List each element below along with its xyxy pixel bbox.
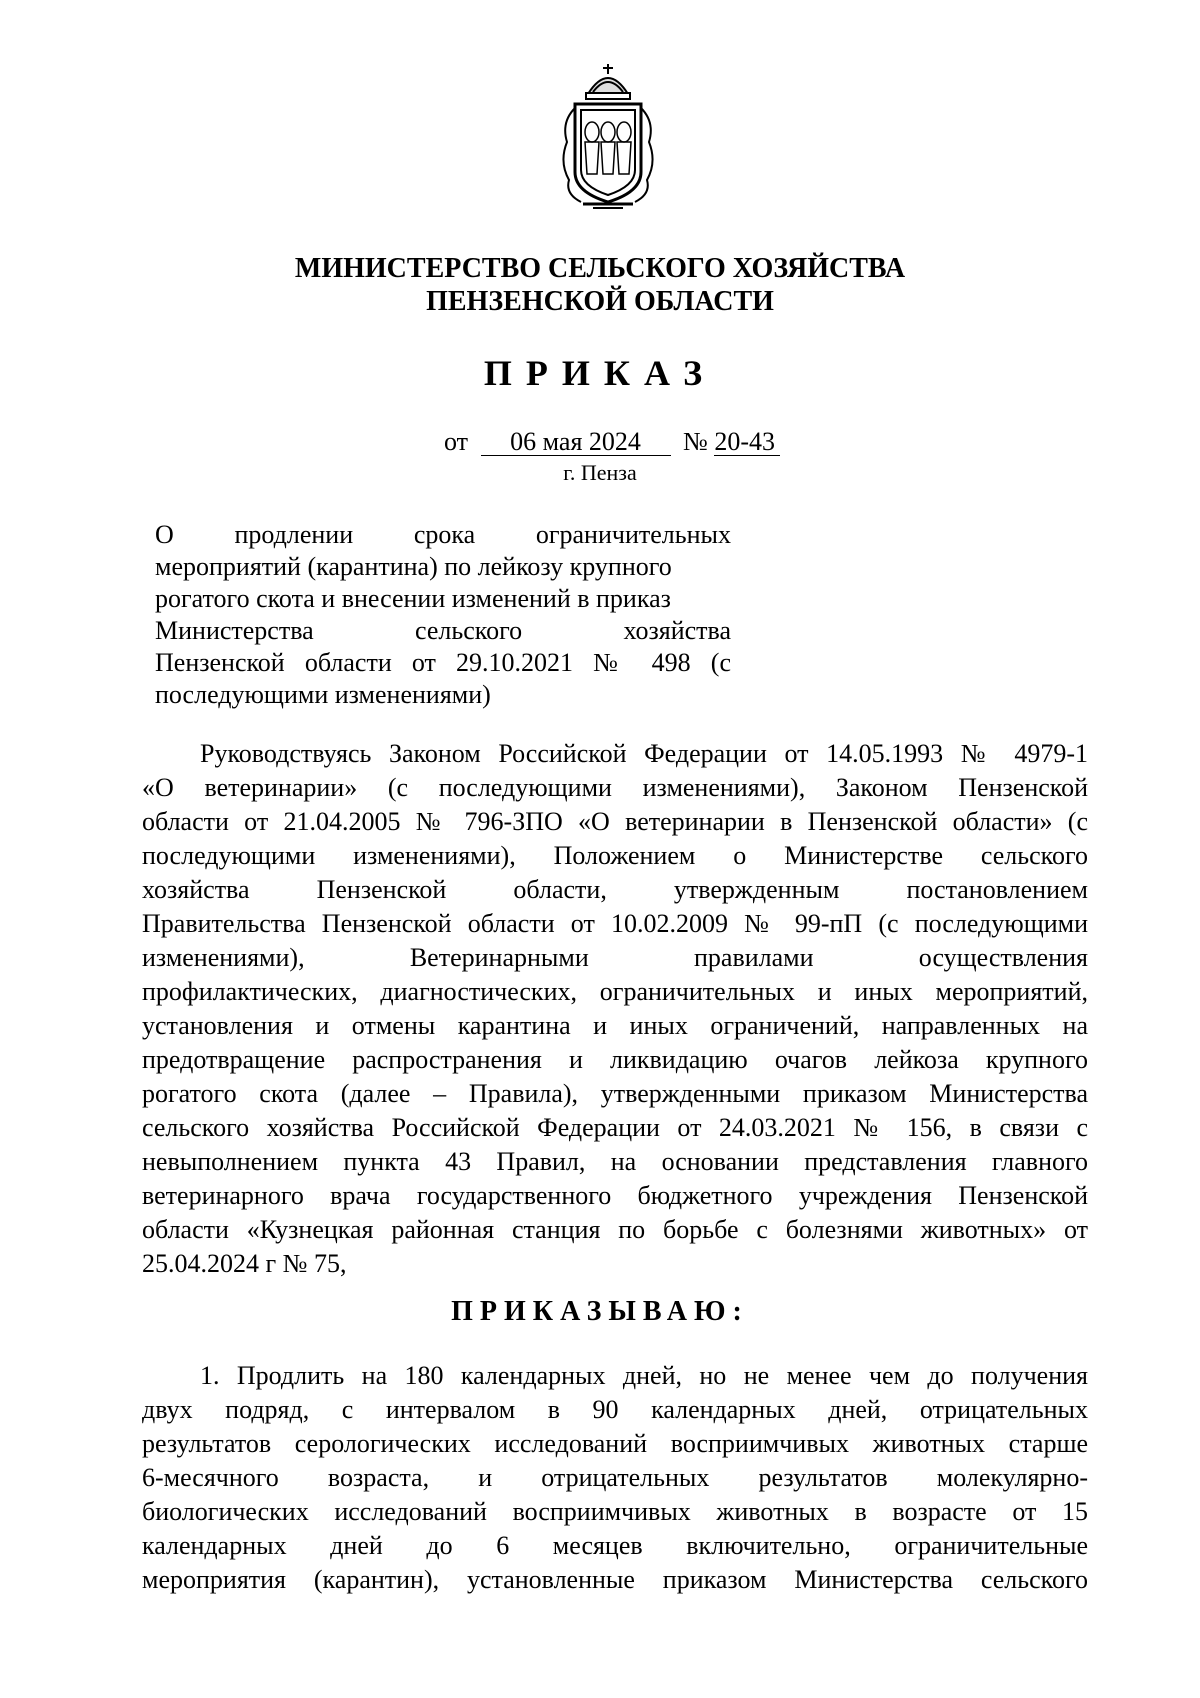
item-line: биологических исследований восприимчивых животных в возрасте от 15 [142, 1497, 1088, 1526]
subject-line: Пензенской области от 29.10.2021 № 498 (с [155, 648, 731, 677]
subject-line: последующими изменениями) [155, 680, 491, 709]
preamble-line: изменениями), Ветеринарными правилами осуществления [142, 943, 1088, 972]
item-line: 6-месячного возраста, и отрицательных результатов молекулярно- [142, 1463, 1088, 1492]
subject-line: О продлении срока ограничительных [155, 520, 731, 549]
document-type-title: ПРИКАЗ [483, 353, 717, 393]
subject-line: рогатого скота и внесении изменений в приказ [155, 584, 671, 613]
preamble-line: профилактических, диагностических, ограничительных и иных мероприятий, [142, 977, 1088, 1006]
number-sign: № [683, 427, 708, 456]
preamble-line: Правительства Пензенской области от 10.02.2009 № 99-пП (с последующими [142, 909, 1088, 938]
item-line: календарных дней до 6 месяцев включительно, ограничительные [142, 1531, 1088, 1560]
coat-of-arms-icon [553, 62, 663, 212]
order-heading: ПРИКАЗЫВАЮ: [451, 1296, 749, 1327]
preamble-line: невыполнением пункта 43 Правил, на основании представления главного [142, 1147, 1088, 1176]
ministry-name-line-2: ПЕНЗЕНСКОЙ ОБЛАСТИ [426, 286, 774, 317]
preamble-line: Руководствуясь Законом Российской Федерации от 14.05.1993 № 4979-1 [200, 739, 1088, 768]
preamble-line: 25.04.2024 г № 75, [142, 1249, 347, 1278]
preamble-line: предотвращение распространения и ликвидацию очагов лейкоза крупного [142, 1045, 1088, 1074]
preamble-line: последующими изменениями), Положением о Министерстве сельского [142, 841, 1088, 870]
item-line: двух подряд, с интервалом в 90 календарных дней, отрицательных [142, 1395, 1088, 1424]
item-line: мероприятия (карантин), установленные приказом Министерства сельского [142, 1565, 1088, 1594]
subject-line: мероприятий (карантина) по лейкозу крупного [155, 552, 672, 581]
item-line: результатов серологических исследований восприимчивых животных старше [142, 1429, 1088, 1458]
preamble-line: сельского хозяйства Российской Федерации от 24.03.2021 № 156, в связи с [142, 1113, 1088, 1142]
preamble-line: области «Кузнецкая районная станция по борьбе с болезнями животных» от [142, 1215, 1088, 1244]
preamble-line: области от 21.04.2005 № 796-ЗПО «О ветеринарии в Пензенской области» (с [142, 807, 1088, 836]
preamble-line: установления и отмены карантина и иных ограничений, направленных на [142, 1011, 1088, 1040]
subject-line: Министерства сельского хозяйства [155, 616, 731, 645]
preamble-line: хозяйства Пензенской области, утвержденным постановлением [142, 875, 1088, 904]
preamble-line: рогатого скота (далее – Правила), утвержденными приказом Министерства [142, 1079, 1088, 1108]
preamble-line: ветеринарного врача государственного бюджетного учреждения Пензенской [142, 1181, 1088, 1210]
order-date: 06 мая 2024 [481, 429, 671, 456]
city-name: г. Пенза [563, 460, 637, 485]
date-prefix: от [444, 427, 469, 456]
date-number-line [444, 427, 780, 457]
preamble-line: «О ветеринарии» (с последующими изменениями), Законом Пензенской [142, 773, 1088, 802]
ministry-name-line-1: МИНИСТЕРСТВО СЕЛЬСКОГО ХОЗЯЙСТВА [294, 253, 906, 284]
item-line: 1. Продлить на 180 календарных дней, но не менее чем до получения [200, 1361, 1088, 1390]
order-number: 20-43 [714, 429, 780, 456]
